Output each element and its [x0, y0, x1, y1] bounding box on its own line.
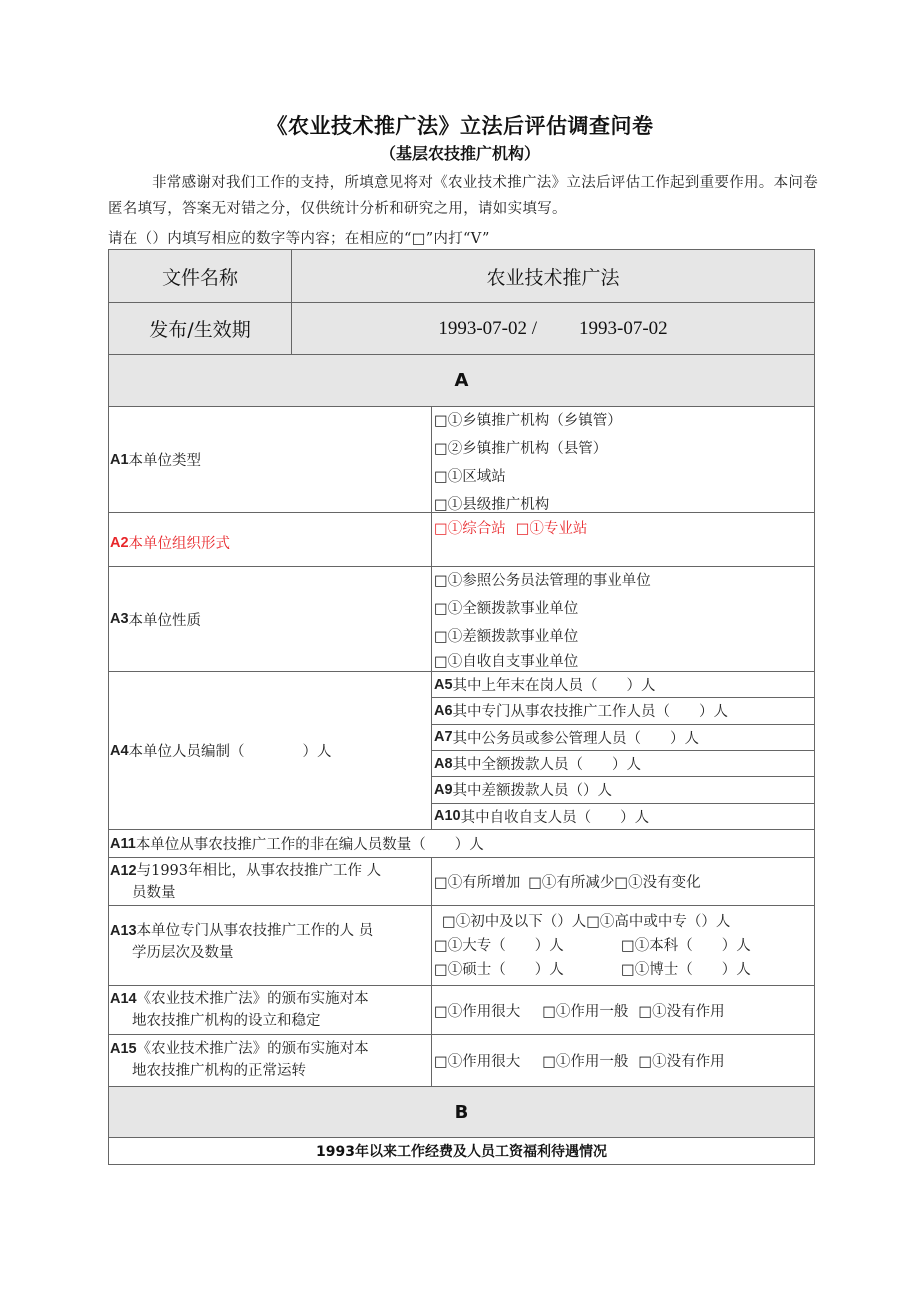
questionnaire-table [108, 249, 815, 1165]
question-text: 与1993年相比，从事农技推广工作 人 [136, 863, 382, 879]
subquestion-a9[interactable] [432, 776, 814, 802]
question-a12-options [432, 858, 814, 905]
subquestion-a6[interactable] [432, 697, 814, 723]
section-b-label: B [109, 1087, 814, 1137]
doc-name-row [109, 250, 814, 302]
question-id: A11 [110, 835, 136, 852]
question-a13 [109, 905, 814, 985]
option-checkbox[interactable]: □①有所增加 [434, 875, 521, 891]
question-id: A1 [110, 451, 129, 468]
question-text: 本单位类型 [128, 453, 202, 469]
effective-date: 1993-07-02 [579, 317, 668, 339]
question-id: A13 [110, 923, 137, 939]
question-a11-label[interactable] [109, 830, 814, 857]
section-b-header [109, 1086, 814, 1137]
question-id: A9 [434, 781, 453, 798]
question-a14 [109, 985, 814, 1034]
section-b-subtitle-row [109, 1137, 814, 1164]
question-a11 [109, 829, 814, 857]
option-checkbox[interactable]: □①作用一般 [542, 1054, 629, 1070]
question-text-line2: 地农技推广机构的设立和稳定 [132, 1013, 321, 1029]
option-checkbox[interactable]: □①没有作用 [638, 1003, 725, 1020]
question-a15-label [109, 1035, 432, 1086]
question-id: A4 [110, 742, 129, 759]
subquestion-a5[interactable] [432, 672, 814, 697]
question-text[interactable]: 本单位人员编制（ ）人 [128, 744, 332, 760]
doc-name-value: 农业技术推广法 [292, 250, 814, 302]
option-checkbox[interactable]: □①有所减少 [528, 875, 615, 891]
option-checkbox[interactable]: □①乡镇推广机构（乡镇管） [434, 413, 622, 429]
question-a12 [109, 857, 814, 905]
question-a14-options [432, 986, 814, 1034]
question-a15-options [432, 1035, 814, 1086]
question-text-line2: 学历层次及数量 [132, 945, 234, 961]
question-text: 其中自收自支人员（ ）人 [460, 809, 650, 826]
question-text: 本单位专门从事农技推广工作的人 员 [136, 923, 374, 939]
question-a4 [109, 671, 814, 829]
question-a3-options [432, 567, 814, 671]
question-text: 本单位从事农技推广工作的非在编人员数量（ ）人 [135, 837, 484, 853]
question-text: 《农业技术推广法》的颁布实施对本 [136, 991, 369, 1007]
question-text-line2: 员数量 [132, 885, 176, 901]
question-a1-label [109, 407, 432, 512]
option-checkbox[interactable]: □①本科（ ）人 [621, 938, 751, 954]
question-a2-options [432, 513, 814, 566]
question-id: A15 [110, 1041, 137, 1057]
question-text: 其中全额拨款人员（ ）人 [452, 757, 642, 774]
question-id: A6 [434, 702, 453, 719]
question-a14-label [109, 986, 432, 1034]
question-a2 [109, 512, 814, 566]
question-text: 本单位性质 [128, 612, 202, 629]
question-id: A3 [110, 611, 129, 627]
question-text: 其中公务员或参公管理人员（ ）人 [452, 730, 700, 747]
question-id: A14 [110, 991, 137, 1007]
section-b-subtitle: 1993年以来工作经费及人员工资福利待遇情况 [316, 1144, 607, 1160]
question-a15 [109, 1034, 814, 1086]
question-text: 其中专门从事农技推广工作人员（ ）人 [452, 704, 729, 721]
question-a4-label [109, 672, 432, 829]
option-checkbox[interactable]: □①区域站 [434, 469, 506, 485]
question-a1-options [432, 407, 814, 512]
subquestion-a8[interactable] [432, 750, 814, 776]
option-checkbox[interactable]: □①县级推广机构 [434, 497, 550, 513]
option-checkbox[interactable]: □①全额拨款事业单位 [434, 601, 579, 617]
question-a13-options [432, 906, 814, 985]
publish-date: 1993-07-02 / [438, 317, 538, 339]
option-checkbox[interactable]: □①差额拨款事业单位 [434, 629, 579, 645]
question-text: 本单位组织形式 [128, 536, 231, 552]
question-id: A12 [110, 863, 137, 879]
option-checkbox[interactable]: □①硕士（ ）人 [434, 962, 564, 978]
option-checkbox[interactable]: □①专业站 [515, 521, 588, 537]
question-text: 其中上年末在岗人员（ ）人 [452, 678, 656, 695]
option-checkbox[interactable]: □①作用很大 [434, 1054, 521, 1070]
question-a12-label [109, 858, 432, 905]
subquestion-a10[interactable] [432, 803, 814, 829]
question-a2-label [109, 513, 432, 566]
option-checkbox[interactable]: □①没有变化 [614, 875, 701, 891]
section-a-header [109, 354, 814, 406]
question-id: A8 [434, 755, 453, 772]
question-id: A7 [434, 729, 453, 746]
subquestion-a7[interactable] [432, 724, 814, 750]
option-checkbox[interactable]: □①高中或中专（）人 [586, 914, 731, 930]
option-checkbox[interactable]: □②乡镇推广机构（县管） [434, 441, 608, 457]
question-a1 [109, 406, 814, 512]
option-checkbox[interactable]: □①作用很大 [434, 1003, 521, 1020]
option-checkbox[interactable]: □①大专（ ）人 [434, 938, 564, 954]
page-title: 《农业技术推广法》立法后评估调查问卷 [266, 114, 654, 138]
section-a-label: A [109, 355, 814, 406]
question-a3-label [109, 567, 432, 671]
question-id: A10 [434, 808, 461, 825]
doc-name-label: 文件名称 [109, 250, 292, 302]
question-a4-subitems [432, 672, 814, 829]
option-checkbox[interactable]: □①没有作用 [638, 1054, 725, 1070]
doc-date-label: 发布/生效期 [109, 303, 292, 354]
page-subtitle: （基层农技推广机构） [379, 144, 540, 163]
option-checkbox[interactable]: □①自收自支事业单位 [434, 654, 579, 670]
question-text: 《农业技术推广法》的颁布实施对本 [136, 1041, 369, 1057]
question-id: A2 [110, 534, 129, 551]
doc-date-value [292, 303, 814, 354]
question-id: A5 [434, 676, 453, 693]
instruction-text: 请在（）内填写相应的数字等内容；在相应的“□”内打“V” [108, 231, 490, 247]
question-a3 [109, 566, 814, 671]
option-checkbox[interactable]: □①综合站 [434, 521, 506, 537]
question-text: 其中差额拨款人员（）人 [452, 783, 613, 800]
option-checkbox[interactable]: □①参照公务员法管理的事业单位 [434, 573, 651, 589]
option-checkbox[interactable]: □①博士（ ）人 [621, 962, 751, 978]
question-text-line2: 地农技推广机构的正常运转 [132, 1063, 306, 1079]
intro-paragraph: 非常感谢对我们工作的支持，所填意见将对《农业技术推广法》立法后评估工作起到重要作用。本问卷匿名填写，答案无对错之分，仅供统计分析和研究之用，请如实填写。 [108, 175, 818, 217]
option-checkbox[interactable]: □①初中及以下（）人 [442, 914, 587, 930]
option-checkbox[interactable]: □①作用一般 [542, 1003, 629, 1020]
question-a13-label [109, 906, 432, 985]
doc-date-row [109, 302, 814, 354]
